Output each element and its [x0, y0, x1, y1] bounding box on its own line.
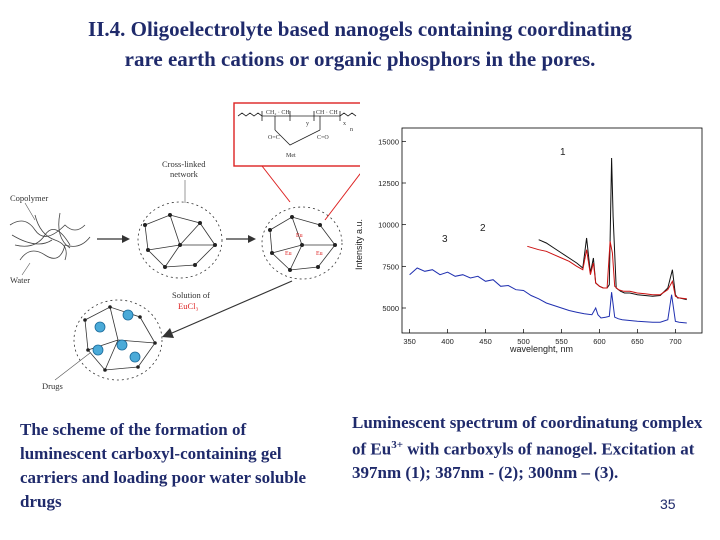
- series-line-1: [539, 158, 687, 300]
- slide-title: [20, 14, 700, 74]
- drug-molecule: [130, 352, 140, 362]
- inset-co-label: C=O: [317, 135, 329, 141]
- spectrum-caption-part1: Luminescent spectrum of coordinatung complex of Eu: [352, 413, 703, 459]
- eucl3-label: EuCl₃: [178, 301, 199, 311]
- drugs-label: Drugs: [42, 381, 63, 391]
- drug-network: [74, 300, 162, 380]
- connector-line: [262, 166, 290, 202]
- series-label-2: 2: [480, 223, 486, 234]
- inset-ch2-label: CH₂ · CH: [266, 110, 290, 116]
- series-label-3: 3: [442, 234, 448, 245]
- drug-molecule: [95, 322, 105, 332]
- water-label: Water: [10, 275, 31, 285]
- copolymer-cluster: [10, 213, 90, 260]
- drug-molecule: [117, 340, 127, 350]
- drug-molecules: [93, 310, 140, 362]
- copolymer-pointer: [25, 203, 35, 220]
- inset-oc-label: O=C: [268, 135, 280, 141]
- series-label-1: 1: [560, 147, 566, 158]
- x-tick-label: 450: [479, 337, 492, 346]
- crosslinked-label: Cross-linked: [162, 159, 206, 169]
- water-pointer: [22, 263, 30, 275]
- title-line-1: II.4. Oligoelectrolyte based nanogels containing coordinating: [88, 17, 632, 41]
- inset-n-label: n: [350, 127, 353, 133]
- scheme-caption: The scheme of the formation of luminescent carboxyl-containing gel carriers and loading poor water soluble drugs: [20, 420, 307, 511]
- eu-marker: Eu: [316, 251, 323, 257]
- x-axis-title: wavelenght, nm: [510, 344, 574, 354]
- x-tick-label: 350: [403, 337, 416, 346]
- spectrum-chart: [340, 100, 720, 370]
- plot-area: [402, 128, 702, 333]
- y-tick-label: 12500: [378, 179, 399, 188]
- drug-molecule: [123, 310, 133, 320]
- spectrum-caption: [352, 411, 712, 484]
- x-tick-label: 550: [555, 337, 568, 346]
- arrow-right-icon: [226, 235, 256, 243]
- title-line-2: rare earth cations or organic phosphors in the pores.: [124, 47, 596, 71]
- y-axis-title: Intensity a.u.: [354, 218, 364, 270]
- spectrum-caption-part2: with carboxyls of nanogel. Excitation at 397nm (1); 387nm - (2); 300nm – (3).: [352, 439, 695, 482]
- inset-x-label: x: [343, 121, 346, 127]
- y-tick-label: 15000: [378, 137, 399, 147]
- y-tick-label: 7500: [382, 262, 399, 272]
- arrow-right-icon: [97, 235, 130, 243]
- eu-marker: Eu: [296, 233, 303, 239]
- drugs-pointer: [55, 353, 90, 380]
- spectrum-caption-sup: 3+: [391, 439, 403, 451]
- inset-ch-label: CH · CH: [316, 110, 338, 116]
- eu-marker: Eu: [285, 251, 292, 257]
- solution-of-label: Solution of: [172, 290, 211, 300]
- eu-network-nodes: [268, 215, 337, 272]
- x-tick-label: 650: [631, 337, 644, 346]
- page-number: 35: [660, 496, 676, 512]
- inset-y-label: y: [306, 121, 309, 127]
- crosslinked-network: [138, 202, 222, 278]
- scheme-figure: [0, 95, 360, 395]
- series-line-2: [527, 241, 687, 298]
- series-layer: [410, 158, 687, 323]
- x-tick-label: 700: [669, 337, 682, 346]
- drug-molecule: [93, 345, 103, 355]
- x-tick-label: 400: [441, 337, 454, 346]
- x-tick-label: 600: [593, 337, 606, 346]
- inset-metal-label: Met: [286, 153, 296, 159]
- x-tick-label: 500: [517, 337, 530, 346]
- copolymer-label: Copolymer: [10, 193, 49, 203]
- y-tick-label: 5000: [382, 304, 399, 313]
- y-tick-label: 10000: [378, 220, 399, 230]
- network-label: network: [170, 169, 198, 179]
